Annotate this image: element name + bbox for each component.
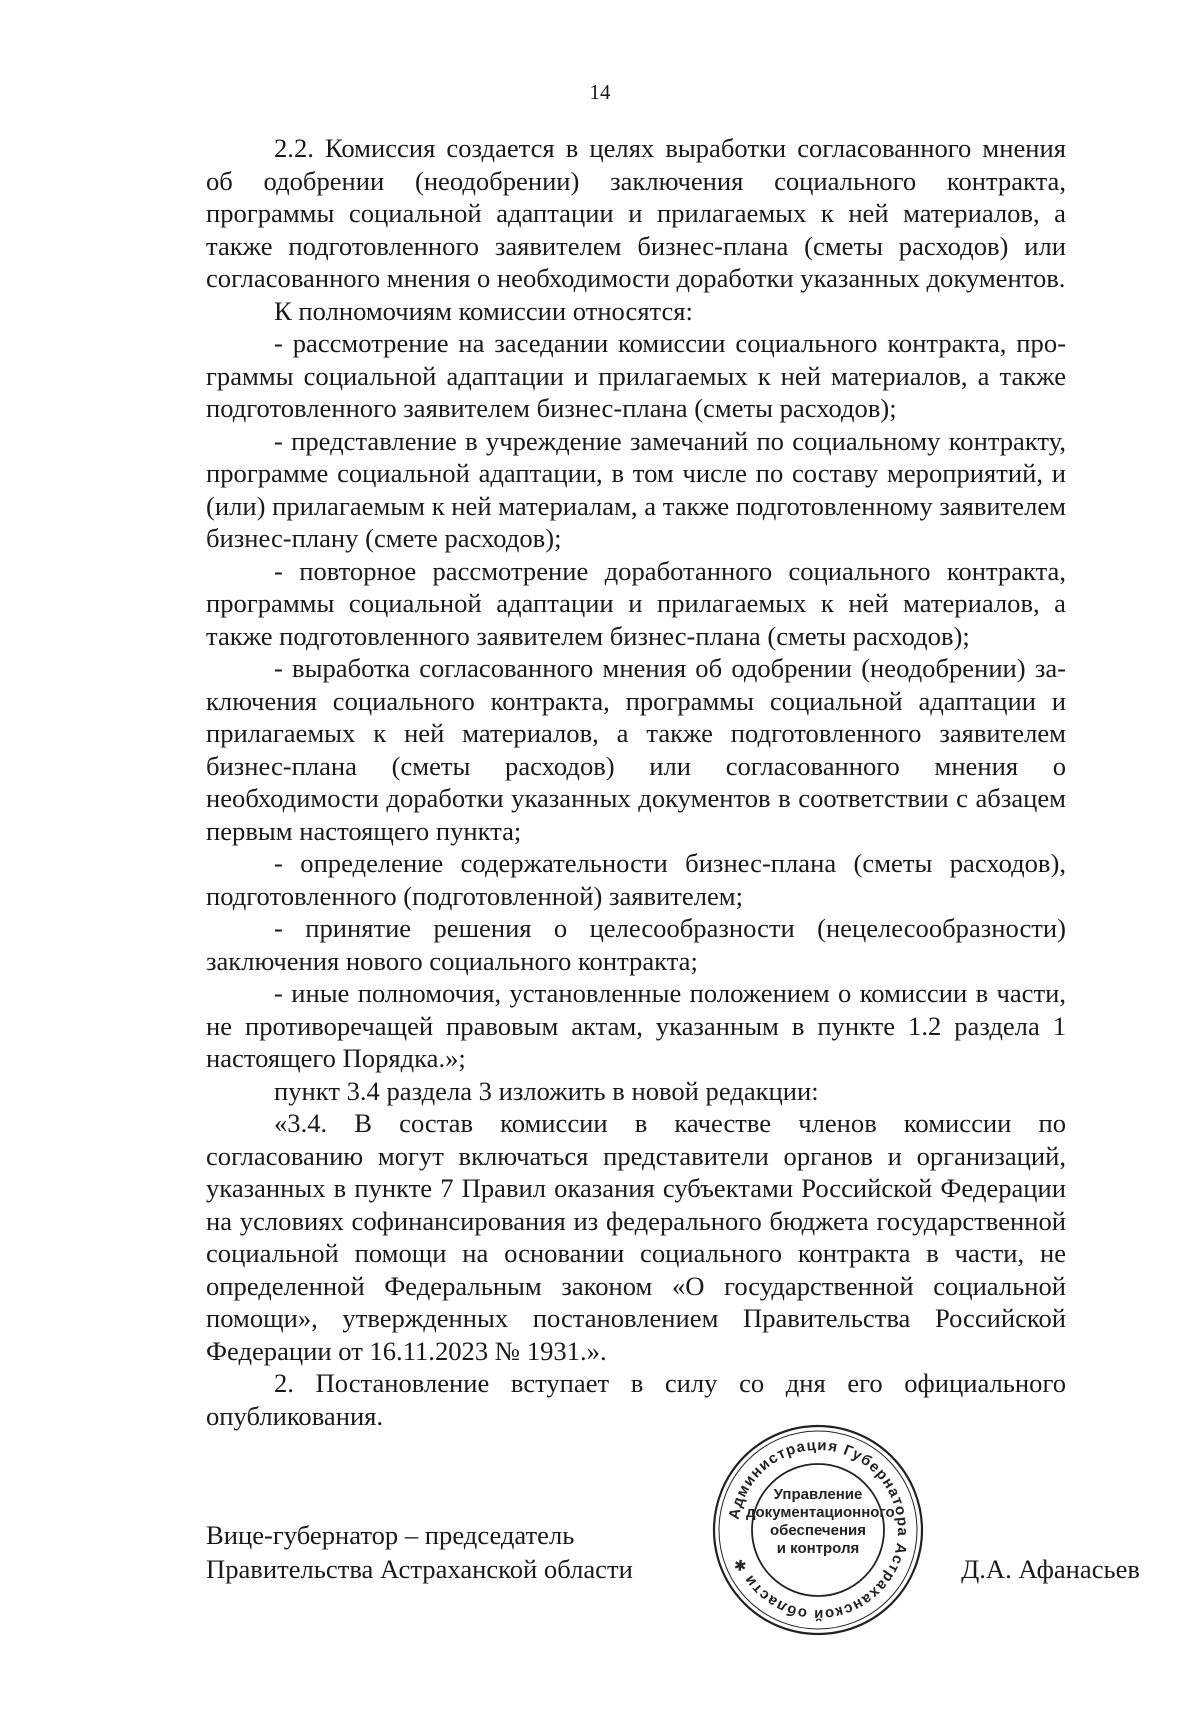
- stamp-line2: документационного: [746, 1504, 895, 1521]
- document-body: [206, 132, 1066, 1432]
- paragraph-power-remarks: - представление в учреждение замечаний по социальному контракту, программе социальной адаптации, в том числе по составу мероприятий, и (или) прилагаемым к ней материалам, а также подготовленному заявителем бизнес-плану (смете расходов);: [206, 425, 1066, 553]
- signatory-name: Д.А. Афанасьев: [961, 1554, 1140, 1584]
- paragraph-power-opinion: - выработка согласованного мнения об одобрении (неодобрении) заключения социального контракта, программы социальной адаптации и прилагаемых к ней материалов, а также подготовленного заявителем бизнес-плана (сметы расходов) или согласованного мнения о необходимости доработки указанных документов в соответствии с абзацем первым настоящего пункта;: [206, 653, 1066, 846]
- page-number: 14: [589, 80, 611, 104]
- paragraph-power-review: - рассмотрение на заседании комиссии социального контракта, программы социальной адаптации и прилагаемых к ней материалов, а также подготовленного заявителем бизнес-плана (сметы расходов);: [206, 328, 1066, 423]
- signatory-title-line1: Вице-губернатор – председатель: [206, 1520, 575, 1550]
- stamp-line4: и контроля: [776, 1540, 860, 1557]
- stamp-line1: Управление: [773, 1486, 863, 1503]
- stamp-line3: обеспечения: [769, 1522, 867, 1539]
- svg-text:Администрация Губернатора Астр: Администрация Губернатора Астраханской области ✱: [725, 1436, 912, 1624]
- paragraph-powers-intro: К полномочиям комиссии относятся:: [274, 295, 693, 326]
- signatory-title: [206, 1518, 633, 1586]
- signatory-title-line2: Правительства Астраханской области: [206, 1554, 633, 1584]
- paragraph-2-2: 2.2. Комиссия создается в целях выработки согласованного мнения об одобрении (неодобрении) заключения социального контракта, программы социальной адаптации и прилагаемых к ней материалов, а также подготовленного заявителем бизнес-плана (сметы расходов) или согласованного мнения о необходимости доработки указанных документов.: [206, 133, 1066, 293]
- paragraph-amendment-intro: пункт 3.4 раздела 3 изложить в новой редакции:: [274, 1075, 819, 1106]
- stamp-center-text: [746, 1486, 895, 1558]
- paragraph-effective-date: 2. Постановление вступает в силу со дня его официального опубликования.: [206, 1368, 1066, 1431]
- paragraph-power-other: - иные полномочия, установленные положением о комиссии в части, не противоречащей правовым актам, указанным в пункте 1.2 раздела 1 настоящего Порядка.»;: [206, 978, 1066, 1073]
- official-stamp: [708, 1420, 928, 1640]
- paragraph-power-decision: - принятие решения о целесообразности (нецелесообразности) заключения нового социального контракта;: [206, 913, 1066, 976]
- paragraph-3-4: «3.4. В состав комиссии в качестве членов комиссии по согласованию могут включаться представители органов и организаций, указанных в пункте 7 Правил оказания субъектами Российской Федерации на условиях софинансирования из федерального бюджета государственной социальной помощи на основании социального контракта в части, не определенной Федеральным законом «О государственной социальной помощи», утвержденных постановлением Правительства Российской Федерации от 16.11.2023 № 1931.».: [206, 1108, 1066, 1366]
- paragraph-power-re-review: - повторное рассмотрение доработанного социального контракта, программы социальной адаптации и прилагаемых к ней материалов, а также подготовленного заявителем бизнес-плана (сметы расходов);: [206, 555, 1066, 651]
- paragraph-power-assessment: - определение содержательности бизнес-плана (сметы расходов), подготовленного (подготовленной) заявителем;: [206, 848, 1066, 911]
